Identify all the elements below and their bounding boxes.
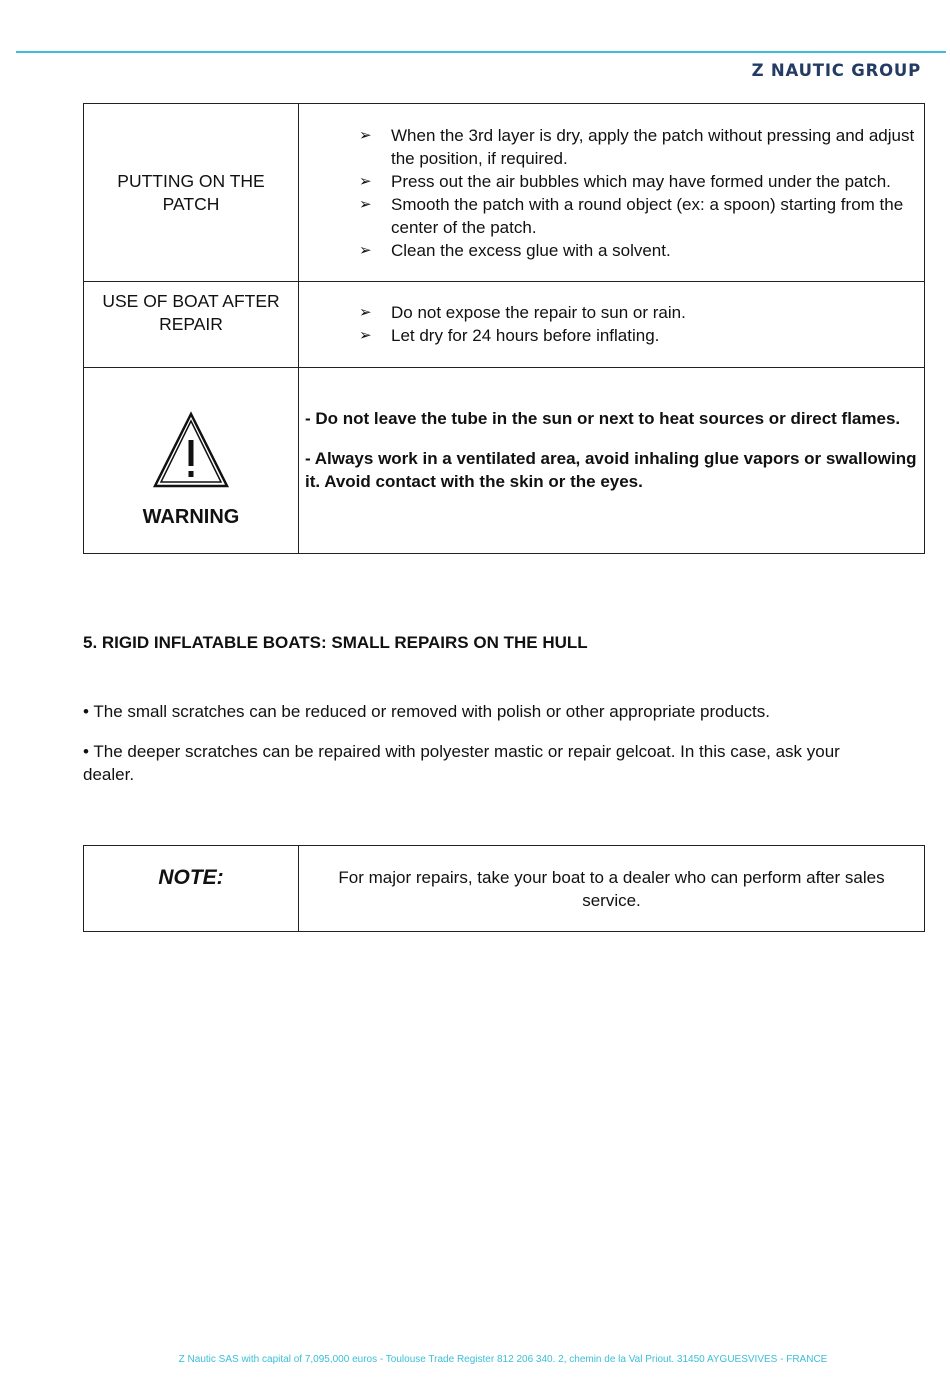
repair-steps-table: [83, 103, 925, 554]
note-table: [83, 845, 925, 932]
section-heading: 5. RIGID INFLATABLE BOATS: SMALL REPAIRS ON THE HULL: [83, 633, 588, 652]
arrow-bullet-icon: ➢: [359, 304, 372, 321]
note-label-cell: [84, 846, 299, 931]
row-content: [299, 282, 924, 367]
list-item: ➢ Clean the excess glue with a solvent.: [359, 241, 671, 260]
paragraph: • The deeper scratches can be repaired with polyester mastic or repair gelcoat. In this case, ask your dealer.: [83, 742, 840, 784]
row-label: [84, 104, 299, 281]
arrow-bullet-icon: ➢: [359, 327, 372, 344]
row-label-text: USE OF BOAT AFTER REPAIR: [102, 291, 280, 334]
table-row-use-after-repair: [84, 281, 924, 367]
arrow-bullet-icon: ➢: [359, 127, 372, 144]
row-label-text: PUTTING ON THE PATCH: [117, 170, 265, 214]
table-row-warning: [84, 367, 924, 553]
row-label: [84, 368, 299, 553]
row-content: [299, 104, 924, 281]
warning-line: - Do not leave the tube in the sun or next to heat sources or direct flames.: [305, 409, 901, 428]
footer-text: Z Nautic SAS with capital of 7,095,000 euros - Toulouse Trade Register 812 206 340. 2, chemin de la Val Priout. 31450 AYGUESVIVES - FRANCE: [178, 1354, 828, 1365]
warning-label: WARNING: [142, 506, 240, 528]
list-item: ➢ Smooth the patch with a round object (ex: a spoon) starting from the center of the patch.: [359, 195, 904, 237]
bullet-list: [299, 124, 924, 262]
row-label: [84, 282, 299, 367]
list-item: ➢ Do not expose the repair to sun or rain.: [359, 303, 686, 322]
brand-logo-text: Z NAUTIC GROUP: [751, 61, 921, 80]
bullet-list: [299, 301, 924, 347]
note-text: For major repairs, take your boat to a dealer who can perform after sales service.: [338, 868, 885, 910]
arrow-bullet-icon: ➢: [359, 173, 372, 190]
list-item: ➢ When the 3rd layer is dry, apply the patch without pressing and adjust the position, if required.: [359, 126, 915, 168]
list-item: ➢ Let dry for 24 hours before inflating.: [359, 326, 660, 345]
warning-triangle-icon: [152, 410, 230, 488]
table-row-putting-patch: [84, 104, 924, 281]
note-label: NOTE:: [158, 866, 224, 889]
note-row: [84, 846, 924, 931]
header-rule: [16, 51, 946, 53]
paragraph: • The small scratches can be reduced or removed with polish or other appropriate products.: [83, 702, 770, 721]
list-item: ➢ Press out the air bubbles which may have formed under the patch.: [359, 172, 891, 191]
warning-line: - Always work in a ventilated area, avoid inhaling glue vapors or swallowing it. Avoid contact with the skin or the eyes.: [305, 449, 917, 491]
warning-content: [299, 368, 924, 553]
arrow-bullet-icon: ➢: [359, 242, 372, 259]
arrow-bullet-icon: ➢: [359, 196, 372, 213]
